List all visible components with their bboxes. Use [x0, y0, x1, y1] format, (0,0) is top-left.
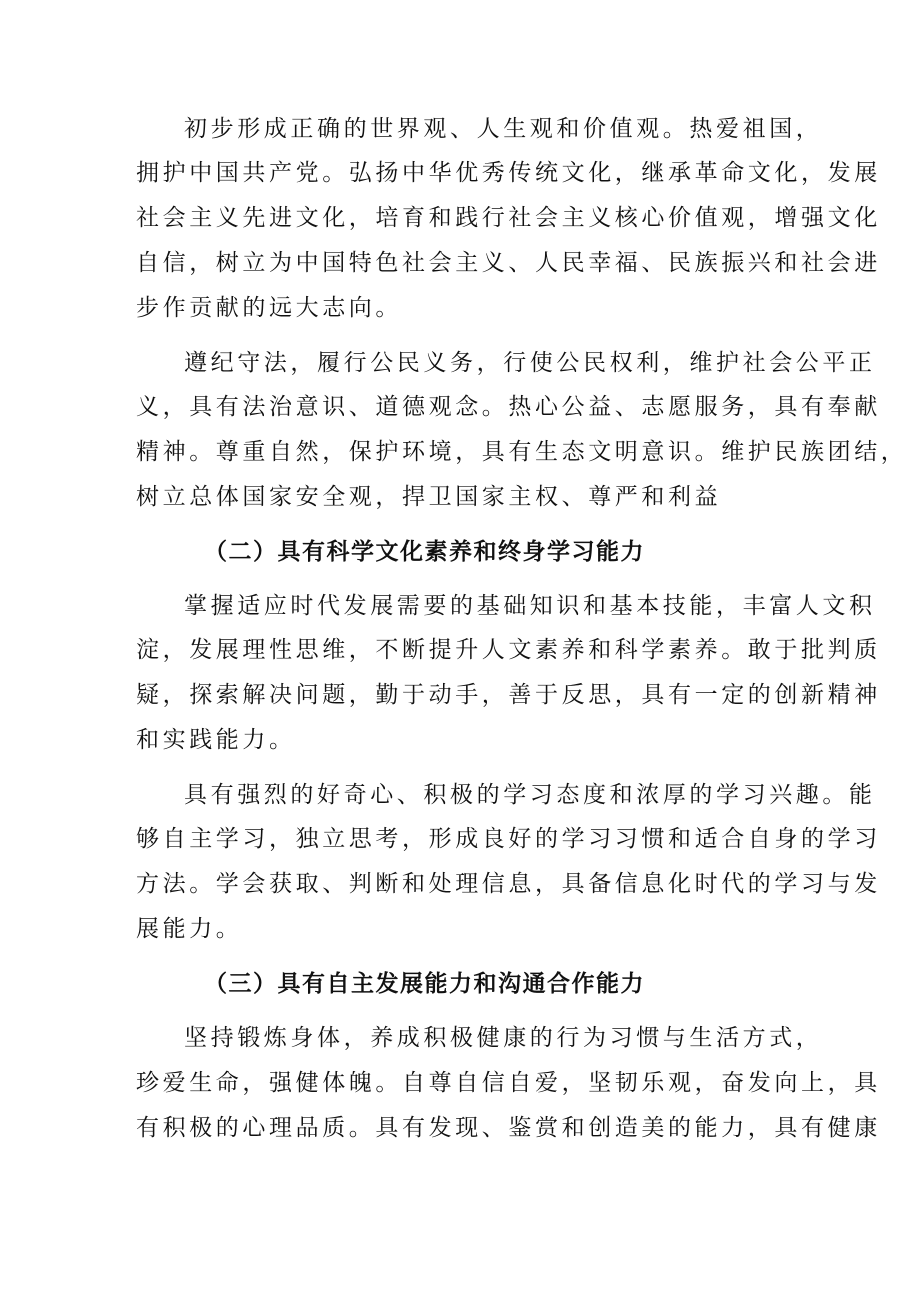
- paragraph-5-line-2: 珍爱生命，强健体魄。自尊自信自爱，坚韧乐观，奋发向上，具: [136, 1070, 881, 1096]
- paragraph-2-line-1: 遵纪守法，履行公民义务，行使公民权利，维护社会公平正: [184, 350, 876, 376]
- paragraph-5-line-3: 有积极的心理品质。具有发现、鉴赏和创造美的能力，具有健康: [136, 1115, 881, 1141]
- paragraph-3-line-2: 淀，发展理性思维，不断提升人文素养和科学素养。敢于批判质: [136, 637, 881, 663]
- section-heading-2: （二）具有科学文化素养和终身学习能力: [204, 538, 645, 565]
- paragraph-2-line-3: 精神。尊重自然，保护环境，具有生态文明意识。维护民族团结，: [136, 439, 908, 465]
- paragraph-3-line-4: 和实践能力。: [136, 727, 296, 753]
- paragraph-1-line-5: 步作贡献的远大志向。: [136, 295, 402, 321]
- paragraph-4-line-4: 展能力。: [136, 916, 243, 942]
- section-heading-3: （三）具有自主发展能力和沟通合作能力: [204, 970, 645, 997]
- paragraph-1-line-1: 初步形成正确的世界观、人生观和价值观。热爱祖国，: [184, 116, 823, 142]
- paragraph-4-line-1: 具有强烈的好奇心、积极的学习态度和浓厚的学习兴趣。能: [184, 782, 876, 808]
- paragraph-3-line-1: 掌握适应时代发展需要的基础知识和基本技能，丰富人文积: [184, 593, 876, 619]
- paragraph-2-line-2: 义，具有法治意识、道德观念。热心公益、志愿服务，具有奉献: [136, 394, 881, 420]
- paragraph-5-line-1: 坚持锻炼身体，养成积极健康的行为习惯与生活方式，: [184, 1025, 823, 1051]
- paragraph-1-line-2: 拥护中国共产党。弘扬中华优秀传统文化，继承革命文化，发展: [136, 160, 881, 186]
- paragraph-4-line-2: 够自主学习，独立思考，形成良好的学习习惯和适合自身的学习: [136, 826, 881, 852]
- paragraph-1-line-3: 社会主义先进文化，培育和践行社会主义核心价值观，增强文化: [136, 205, 881, 231]
- paragraph-3-line-3: 疑，探索解决问题，勤于动手，善于反思，具有一定的创新精神: [136, 682, 881, 708]
- paragraph-2-line-4: 树立总体国家安全观，捍卫国家主权、尊严和利益: [136, 484, 722, 510]
- paragraph-4-line-3: 方法。学会获取、判断和处理信息，具备信息化时代的学习与发: [136, 871, 881, 897]
- paragraph-1-line-4: 自信，树立为中国特色社会主义、人民幸福、民族振兴和社会进: [136, 250, 881, 276]
